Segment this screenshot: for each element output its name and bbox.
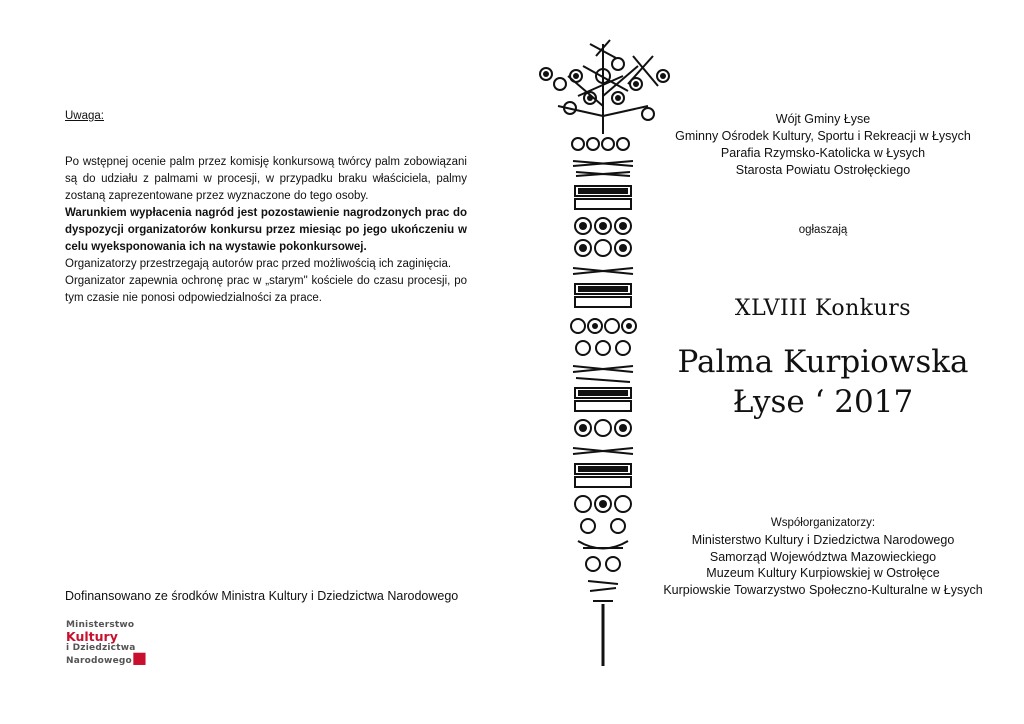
organizer-item: Gminny Ośrodek Kultury, Sportu i Rekreacji w Łysych <box>675 129 971 143</box>
logo-line: Ministerstwo <box>66 620 135 630</box>
organizer-item: Wójt Gminy Łyse <box>775 112 871 126</box>
notes-text <box>65 154 467 307</box>
ministry-logo <box>66 620 156 666</box>
note-paragraph: Organizatorzy przestrzegają autorów prac przed możliwością ich zaginięcia. <box>65 258 452 270</box>
funding-note: Dofinansowano ze środków Ministra Kultury i Dziedzictwa Narodowego <box>65 589 459 603</box>
logo-line: i Dziedzictwa <box>66 643 136 653</box>
coorganizer-item: Ministerstwo Kultury i Dziedzictwa Narodowego <box>691 533 955 547</box>
note-paragraph-bold: Warunkiem wypłacenia nagród jest pozostawienie nagrodzonych prac do dyspozycji organizatorów konkursu przez miesiąc po jego ukończeniu w celu wyeksponowania ich na wystawie pokonkursowej. <box>65 207 467 253</box>
coorganizers-block <box>652 514 994 598</box>
coorganizer-item: Samorząd Województwa Mazowieckiego <box>709 549 937 564</box>
organizer-item: Parafia Rzymsko-Katolicka w Łysych <box>720 146 926 160</box>
note-paragraph: Organizator zapewnia ochronę prac w „starym" kościele do czasu procesji, po tym czasie nie ponosi odpowiedzialności za prace. <box>65 275 467 304</box>
coorganizer-item: Muzeum Kultury Kurpiowskiej w Ostrołęce <box>706 566 940 580</box>
coorganizer-item: Kurpiowskie Towarzystwo Społeczno-Kulturalne w Łysych <box>663 582 983 597</box>
coorganizers-label: Współorganizatorzy: <box>770 517 876 529</box>
contest-number: XLVIII Konkurs <box>734 296 912 321</box>
note-paragraph: Po wstępnej ocenie palm przez komisję konkursową twórcy palm zobowiązani są do udziału z palmami w procesji, w przypadku braku właściciela, palmy zostaną zaprezentowane przez wyznaczone do tego osoby. <box>65 156 467 202</box>
logo-dot-icon: ■ <box>131 648 148 667</box>
logo-line: Narodowego <box>66 656 132 666</box>
contest-title-line: Palma Kurpiowska <box>677 344 969 380</box>
notes-panel <box>65 110 467 307</box>
organizers-list <box>652 111 994 179</box>
contest-title-line: Łyse ‘ 2017 <box>732 384 914 420</box>
uwaga-heading: Uwaga: <box>65 110 104 122</box>
organizer-item: Starosta Powiatu Ostrołęckiego <box>735 163 911 177</box>
logo-line-accent: Kultury <box>66 629 118 644</box>
contest-title <box>652 342 994 422</box>
announce-text: ogłaszają <box>798 224 848 236</box>
